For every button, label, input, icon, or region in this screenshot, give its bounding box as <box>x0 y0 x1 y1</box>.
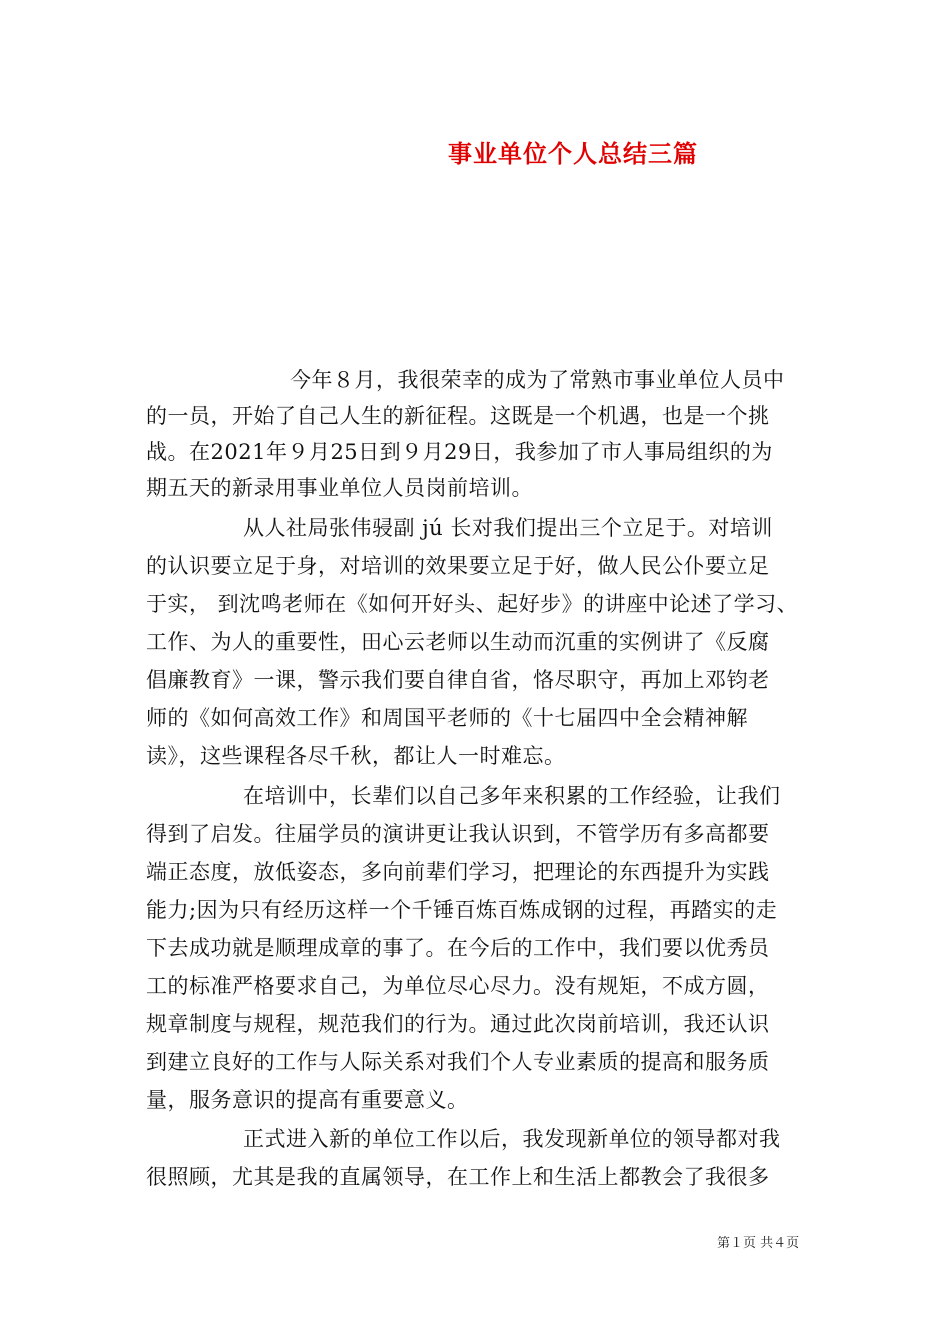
paragraph-1-line-4: 期五天的新录用事业单位人员岗前培训。 <box>146 476 533 500</box>
page-number-footer: 第１页 共４页 <box>717 1236 800 1251</box>
paragraph-3-line-9: 量，服务意识的提高有重要意义。 <box>146 1088 469 1112</box>
paragraph-3-line-1: 在培训中，长辈们以自己多年来积累的工作经验，让我们 <box>243 784 781 808</box>
paragraph-3-line-6: 工的标准严格要求自己，为单位尽心尽力。没有规矩，不成方圆， <box>146 974 770 998</box>
paragraph-4-line-2: 很照顾，尤其是我的直属领导，在工作上和生活上都教会了我很多 <box>146 1165 770 1189</box>
paragraph-1-line-1: 今年８月，我很荣幸的成为了常熟市事业单位人员中 <box>290 368 785 392</box>
paragraph-1-line-2: 的一员，开始了自己人生的新征程。这既是一个机遇，也是一个挑 <box>146 404 770 428</box>
paragraph-2-line-6: 师的《如何高效工作》和周国平老师的《十七届四中全会精神解 <box>146 706 748 730</box>
paragraph-1-line-3: 战。在2021年９月25日到９月29日，我参加了市人事局组织的为 <box>146 440 773 464</box>
paragraph-2-line-4: 工作、为人的重要性，田心云老师以生动而沉重的实例讲了《反腐 <box>146 630 770 654</box>
paragraph-2-line-5: 倡廉教育》一课，警示我们要自律自省，恪尽职守，再加上邓钧老 <box>146 668 770 692</box>
paragraph-3-line-2: 得到了启发。往届学员的演讲更让我认识到，不管学历有多高都要 <box>146 822 770 846</box>
paragraph-2-line-1: 从人社局张伟骎副 jú 长对我们提出三个立足于。对培训 <box>243 516 773 540</box>
paragraph-3-line-4: 能力;因为只有经历这样一个千锤百炼百炼成钢的过程，再踏实的走 <box>146 898 778 922</box>
paragraph-3-line-7: 规章制度与规程，规范我们的行为。通过此次岗前培训，我还认识 <box>146 1012 770 1036</box>
paragraph-4-line-1: 正式进入新的单位工作以后，我发现新单位的领导都对我 <box>243 1127 781 1151</box>
paragraph-2-line-3: 于实， 到沈鸣老师在《如何开好头、起好步》的讲座中论述了学习、 <box>146 592 799 616</box>
paragraph-3-line-8: 到建立良好的工作与人际关系对我们个人专业素质的提高和服务质 <box>146 1050 770 1074</box>
paragraph-3-line-5: 下去成功就是顺理成章的事了。在今后的工作中，我们要以优秀员 <box>146 936 770 960</box>
paragraph-2-line-2: 的认识要立足于身，对培训的效果要立足于好，做人民公仆要立足 <box>146 554 770 578</box>
document-title: 事业单位个人总结三篇 <box>448 139 698 168</box>
paragraph-2-line-7: 读》，这些课程各尽千秋，都让人一时难忘。 <box>146 744 566 768</box>
paragraph-3-line-3: 端正态度，放低姿态，多向前辈们学习，把理论的东西提升为实践 <box>146 860 770 884</box>
